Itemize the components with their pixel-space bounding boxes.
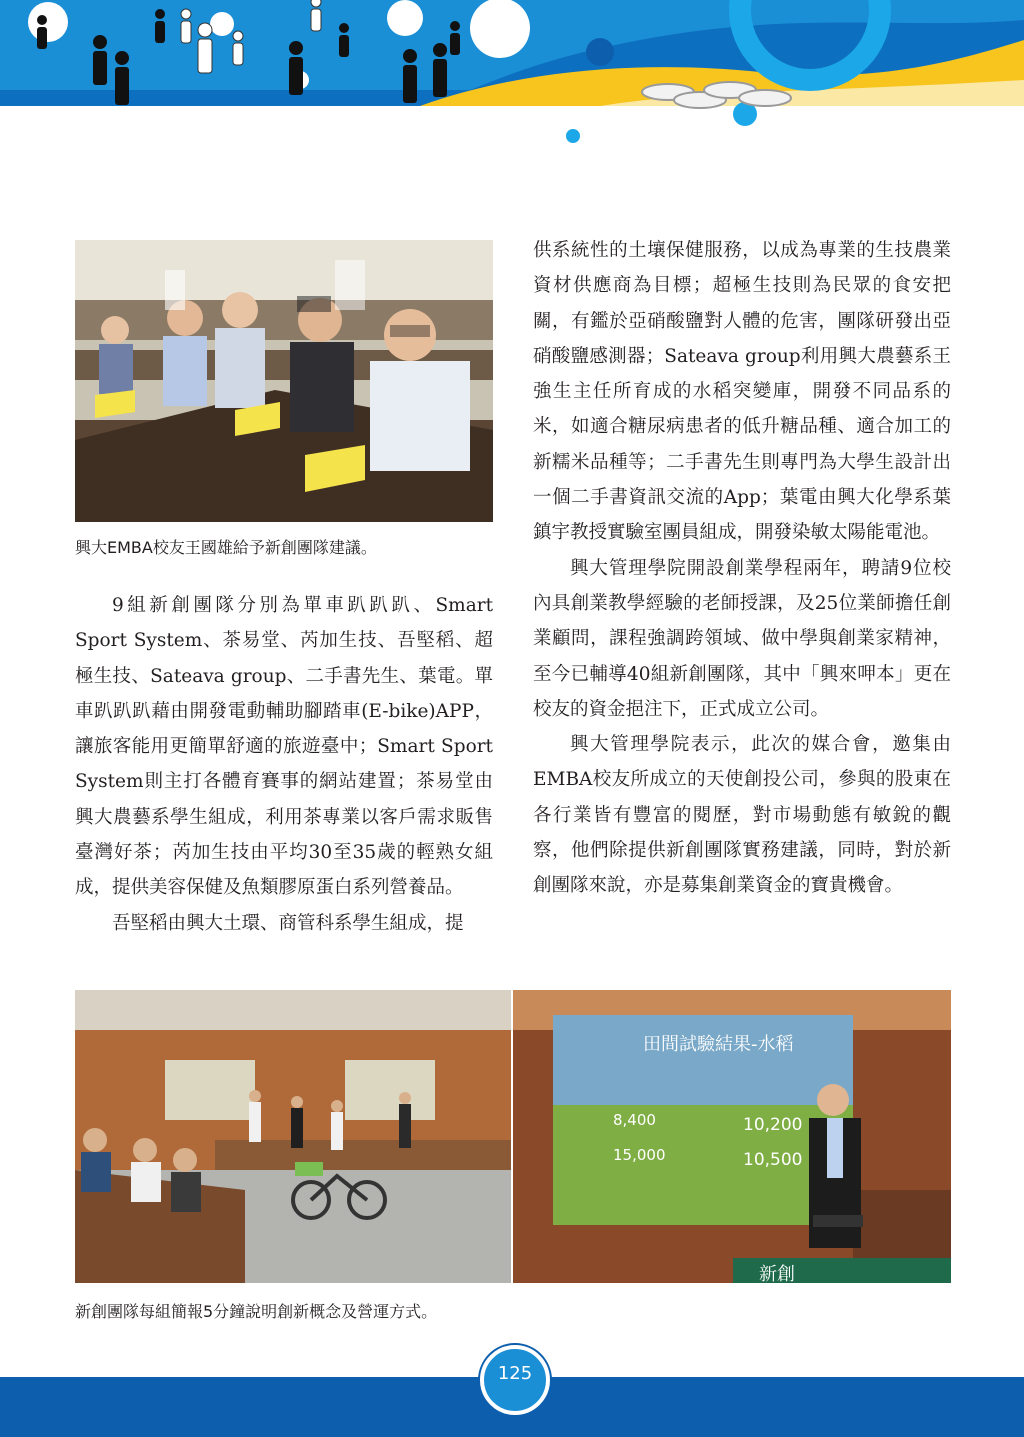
- photo-caption-1: 興大EMBA校友王國雄給予新創團隊建議。: [75, 538, 377, 557]
- header-graphic: [0, 0, 1024, 160]
- seminar-audience-icon: [75, 240, 493, 522]
- slide-title: 田間試驗結果-水稻: [643, 1034, 794, 1055]
- paragraph: 興大管理學院表示，此次的媒合會，邀集由EMBA校友所成立的天使創投公司，參與的股東在各行業皆有豐富的閱歷，對市場動態有敏銳的觀察，他們除提供新創團隊實務建議，同時，對於新創團隊來說，亦是募集創業資金的寶貴機會。: [533, 734, 951, 897]
- slide-value: 15,000: [613, 1146, 666, 1164]
- left-text-column: [75, 588, 493, 941]
- decor-dot: [28, 2, 68, 42]
- paragraph: 興大管理學院開設創業學程兩年，聘請9位校內具創業教學經驗的老師授課，及25位業師擔任創業顧問，課程強調跨領域、做中學與創業家精神，至今已輔導40組新創團隊，其中「興來呷本」更在校友的資金挹注下，正式成立公司。: [533, 557, 951, 720]
- banner-text: 新創: [759, 1264, 795, 1283]
- paragraph-continued: 供系統性的土壤保健服務，以成為專業的生技農業資材供應商為目標；超極生技則為民眾的食安把關，有鑑於亞硝酸鹽對人體的危害，團隊研發出亞硝酸鹽感測器；Sateava group利用興大農藝系王強生主任所育成的水稻突變庫，開發不同品系的米，如適合糖尿病患者的低升糖品種、適合加工的新糯米品種等；二手書先生則專門為大學生設計出一個二手書資訊交流的App；葉電由興大化學系葉鎮宇教授實驗室團員組成，開發染敏太陽能電池。: [533, 240, 951, 544]
- page-header-banner: [0, 0, 1024, 160]
- presenter-with-slide-photo: [513, 990, 951, 1283]
- paragraph: 9組新創團隊分別為單車趴趴趴、Smart Sport System、茶易堂、芮加生技、吾堅稻、超極生技、Sateava group、二手書先生、葉電。單車趴趴趴藉由開發電動輔助腳踏車(E-bike)APP，讓旅客能用更簡單舒適的旅遊臺中；Smart Sport System則主打各體育賽事的網站建置；茶易堂由興大農藝系學生組成，利用茶專業以客戶需求販售臺灣好茶；芮加生技由平均30至35歲的輕熟女組成，提供美容保健及魚類膠原蛋白系列營養品。: [75, 595, 493, 899]
- slide-value: 8,400: [613, 1111, 656, 1129]
- slide-value: 10,200: [743, 1115, 803, 1135]
- presentation-room-icon: [75, 990, 511, 1283]
- decor-small-dot: [566, 129, 580, 143]
- slide-value: 10,500: [743, 1150, 803, 1170]
- paragraph: 吾堅稻由興大土環、商管科系學生組成，提: [112, 912, 464, 934]
- photo-caption-2: 新創團隊每組簡報5分鐘說明創新概念及營運方式。: [75, 1302, 438, 1321]
- presenter-with-slide-icon: [513, 990, 951, 1283]
- right-text-column: [533, 233, 951, 904]
- page-number: 125: [497, 1363, 533, 1384]
- seminar-audience-photo: [75, 240, 493, 522]
- presentation-room-photo: [75, 990, 511, 1283]
